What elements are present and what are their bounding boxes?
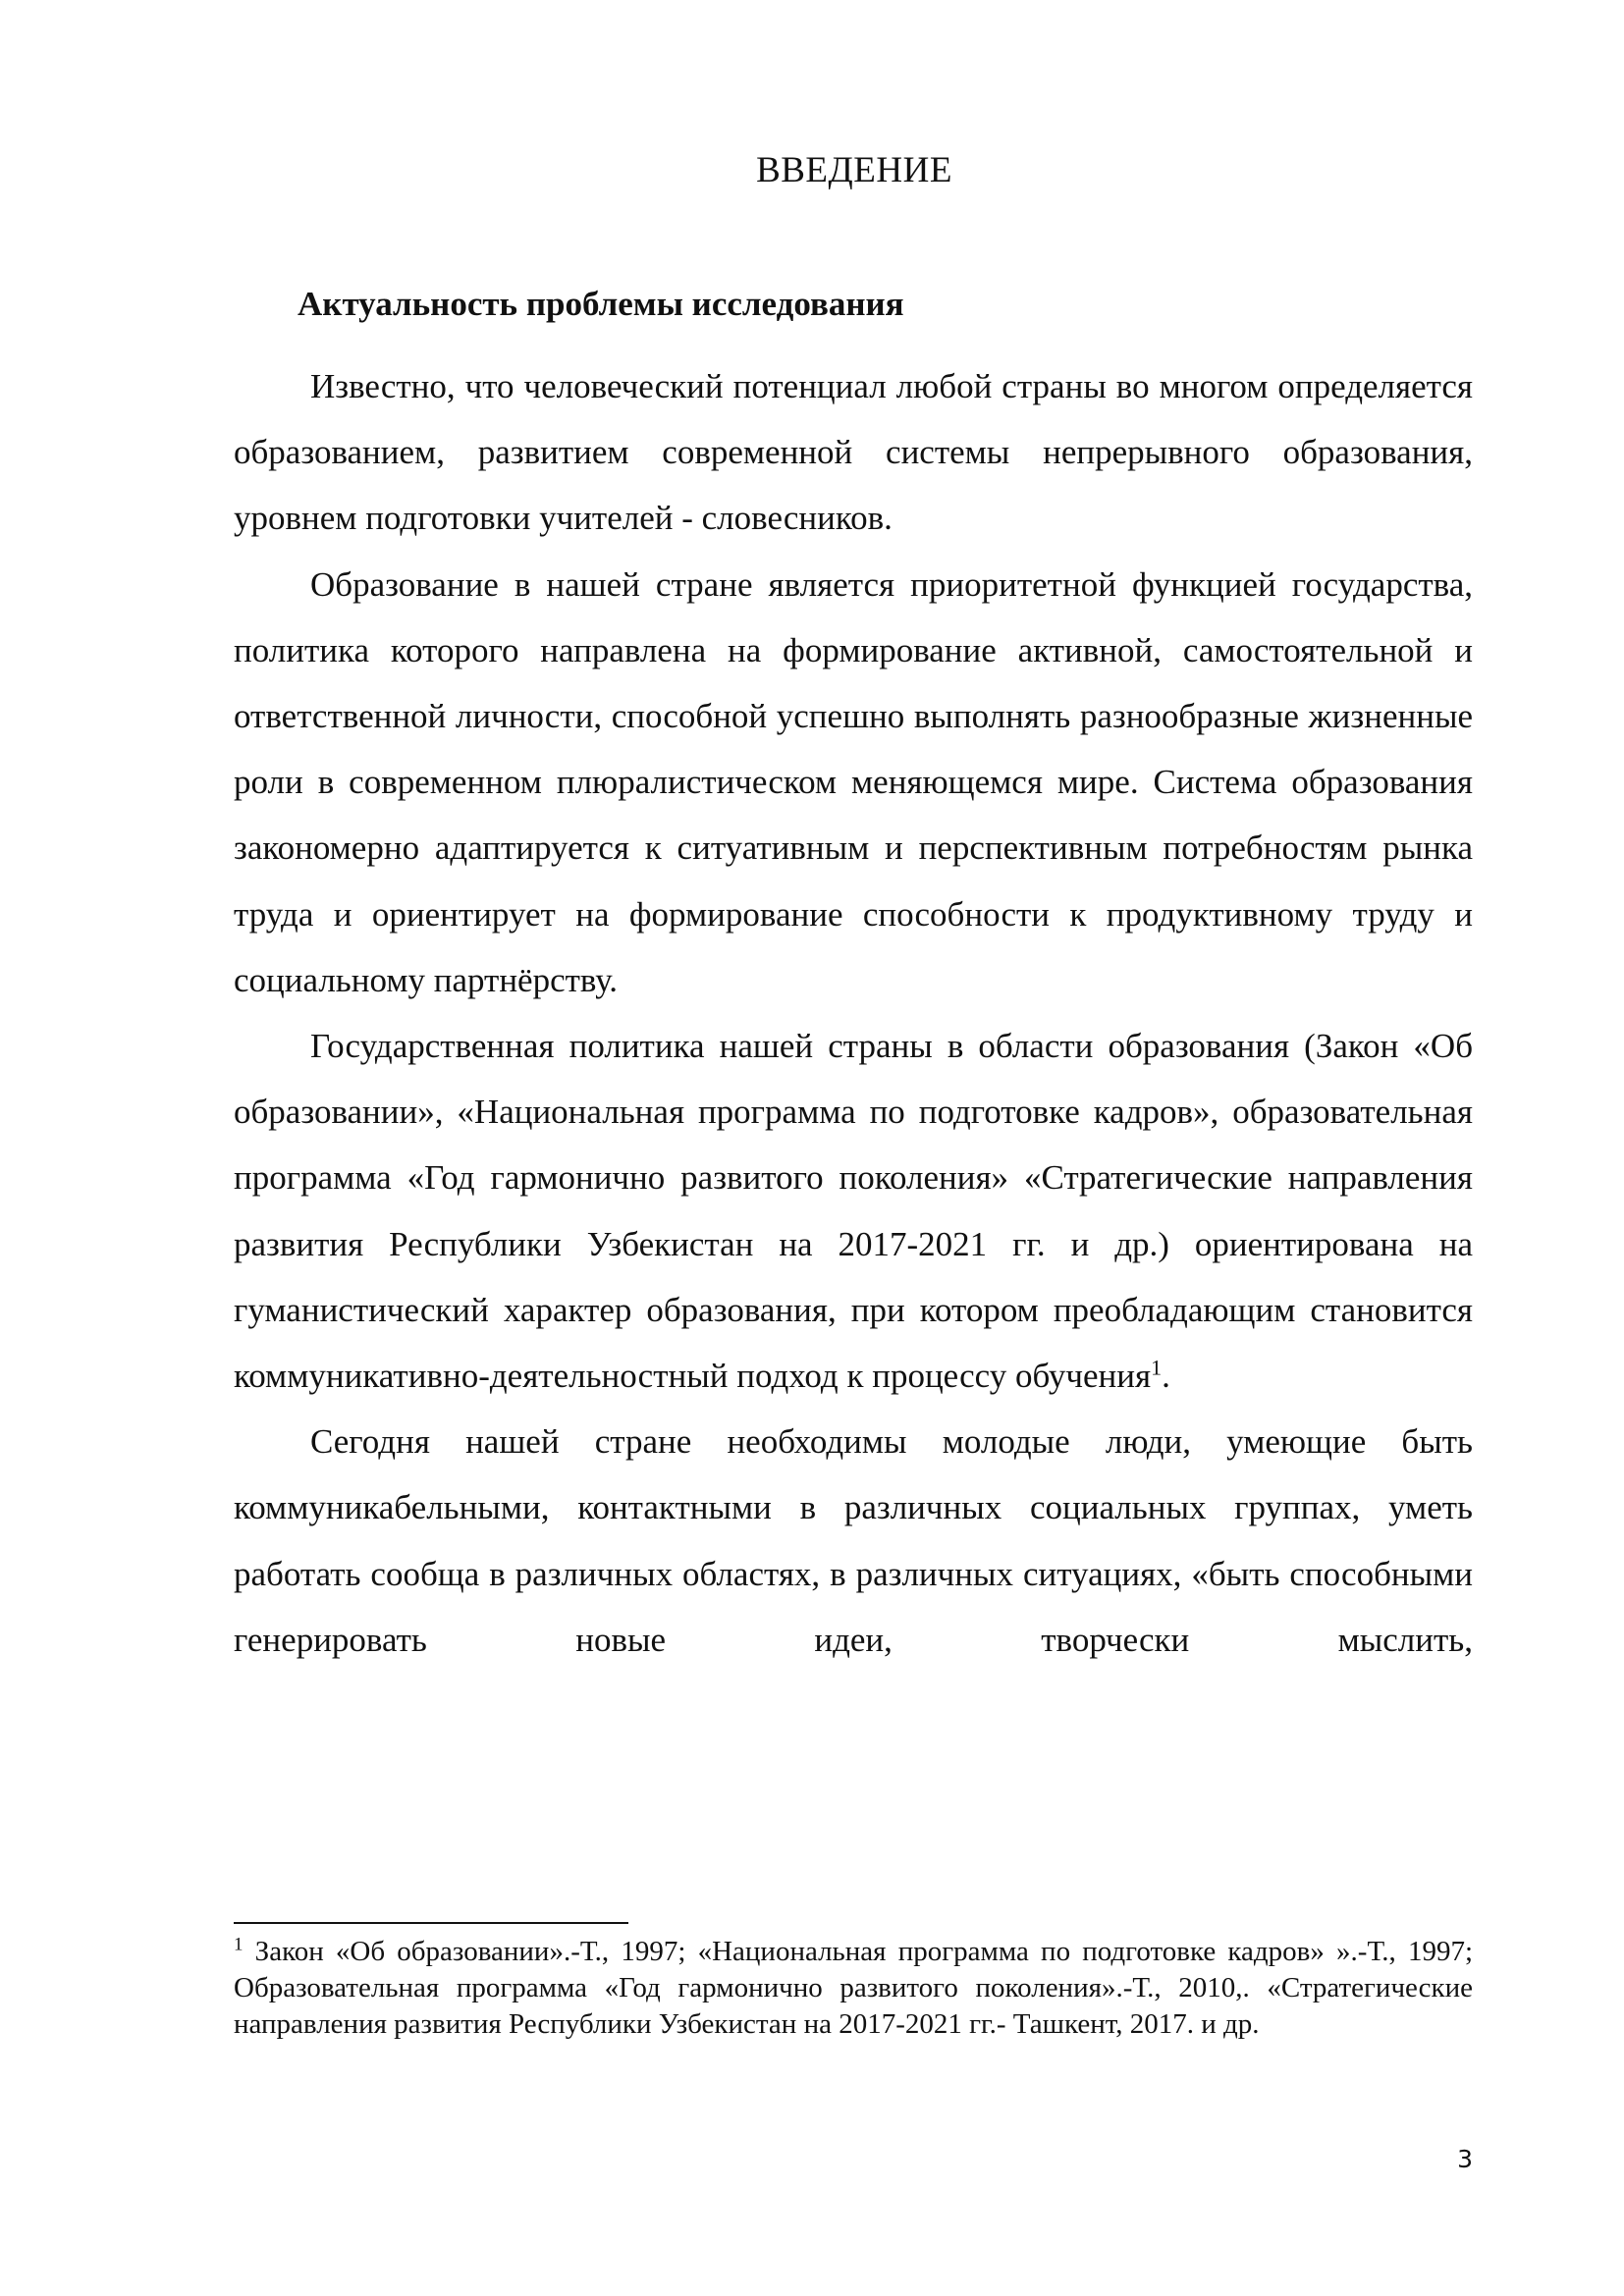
paragraph-2: Образование в нашей стране является приоритетной функцией государства, политика которого направлена на формирование активной, самостоятельной и ответственной личности, способной успешно выполнять разнообразные жизненные роли в современном плюралистическом меняющемся мире. Система образования закономерно адаптируется к ситуативным и перспективным потребностям рынка труда и ориентирует на формирование способности к продуктивному труду и социальному партнёрству. xyxy=(234,564,1473,999)
paragraph-1: Известно, что человеческий потенциал любой страны во многом определяется образованием, развитием современной системы непрерывного образования, уровнем подготовки учителей - словесников. xyxy=(234,367,1473,538)
paragraph-4: Сегодня нашей стране необходимы молодые люди, умеющие быть коммуникабельными, контактными в различных социальных группах, уметь работать сообща в различных областях, в различных ситуациях, «быть способными генерировать новые идеи, творчески мыслить, xyxy=(234,1422,1473,1659)
paragraph-3 xyxy=(234,1013,1473,1409)
body-text xyxy=(234,353,1473,1673)
page-number: 3 xyxy=(1457,2145,1473,2173)
footnote-separator xyxy=(234,1922,628,1924)
footnote-text: Закон «Об образовании».-Т., 1997; «Национальная программа по подготовке кадров» ».-Т., 1997; Образовательная программа «Год гармонично развитого поколения».-Т., 2010,. «Стратегические направления развития Республики Узбекистан на 2017-2021 гг.- Ташкент, 2017. и др. xyxy=(234,1936,1473,2040)
page-heading: ВВЕДЕНИЕ xyxy=(756,150,952,190)
footnote-marker: 1 xyxy=(234,1934,244,1955)
footnote xyxy=(234,1934,1473,2043)
paragraph-3-text: Государственная политика нашей страны в области образования (Закон «Об образовании», «Национальная программа по подготовке кадров», образовательная программа «Год гармонично развитого поколения» «Стратегические направления развития Республики Узбекистан на 2017-2021 гг. и др.) ориентирована на гуманистический характер образования, при котором преобладающим становится коммуникативно-деятельностный подход к процессу обучения xyxy=(234,1027,1473,1396)
section-subheading: Актуальность проблемы исследования xyxy=(298,285,904,323)
paragraph-3-end: . xyxy=(1162,1357,1170,1396)
footnote-reference[interactable]: 1 xyxy=(1151,1355,1163,1380)
